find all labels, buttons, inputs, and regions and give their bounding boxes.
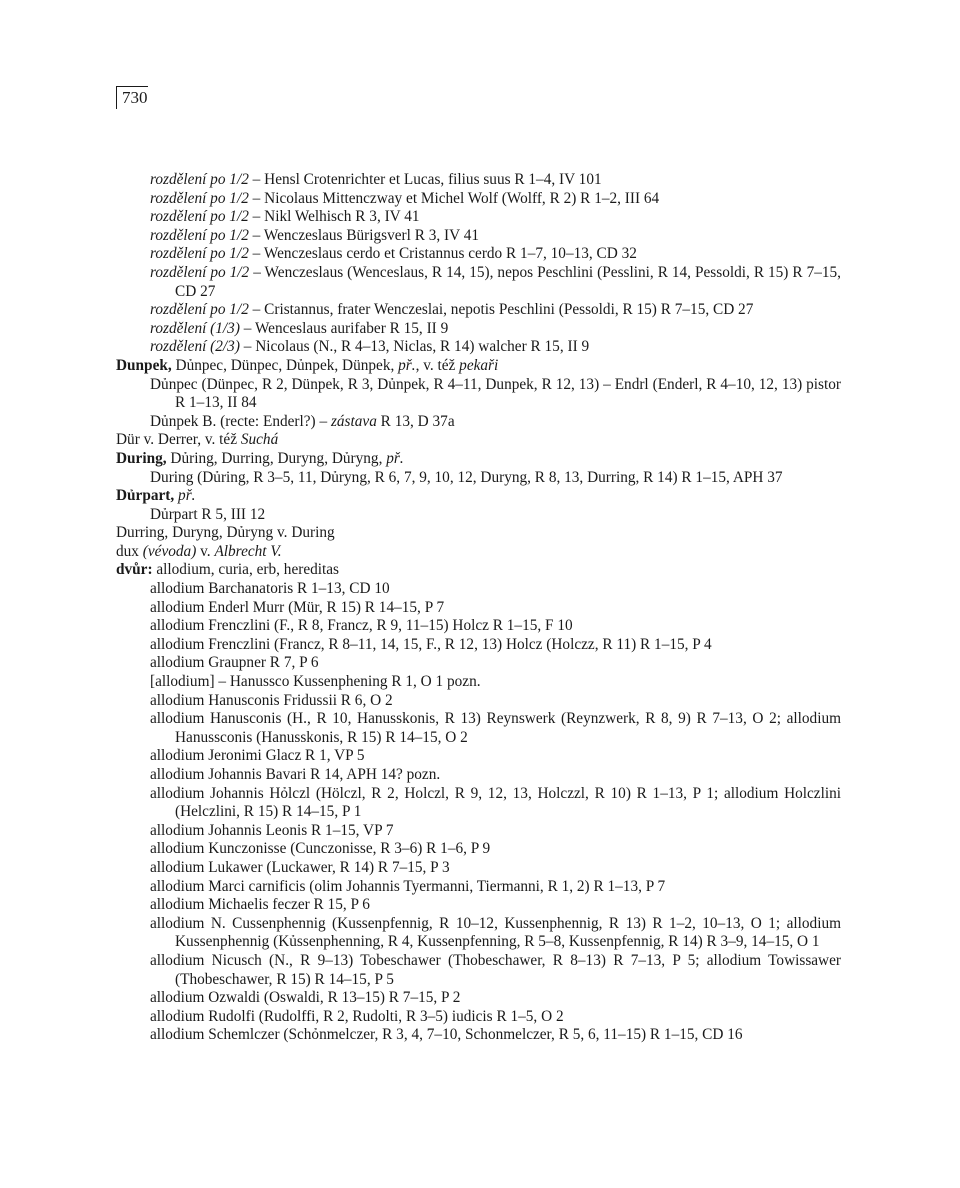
entry-text: allodium Rudolfi (Rudolffi, R 2, Rudolti, R 3–5) iudicis R 1–5, O 2 (150, 1007, 564, 1025)
entry-text: – Nicolaus (N., R 4–13, Niclas, R 14) walcher R 15, II 9 (239, 338, 590, 356)
index-entry-line (116, 840, 841, 859)
entry-text: – Wenceslaus aurifaber R 15, II 9 (239, 319, 449, 337)
entry-text: allodium Graupner R 7, P 6 (150, 654, 319, 672)
index-entry-line (116, 171, 841, 190)
entry-text: allodium Michaelis feczer R 15, P 6 (150, 896, 370, 914)
index-entry-line (116, 357, 841, 376)
entry-italic-text: př. (178, 487, 196, 505)
entry-text: [allodium] – Hanussco Kussenphening R 1, O 1 pozn. (150, 673, 481, 691)
entry-text: allodium Jeronimi Glacz R 1, VP 5 (150, 747, 365, 765)
index-entry-line (116, 1026, 841, 1045)
entry-italic-text: rozdělení po 1/2 (150, 189, 249, 207)
entry-italic-text: př. (386, 449, 404, 467)
entry-text: allodium Kunczonisse (Cunczonisse, R 3–6) R 1–6, P 9 (150, 840, 491, 858)
index-entry-line (116, 506, 841, 525)
entry-text: During (Dủring, R 3–5, 11, Dủryng, R 6, 7, 9, 10, 12, Duryng, R 8, 13, Durring, R 14) R 1–15, APH 37 (150, 468, 783, 486)
entry-text: – Wenczeslaus Bürigsverl R 3, IV 41 (248, 226, 480, 244)
entry-text: – Nikl Welhisch R 3, IV 41 (248, 208, 420, 226)
page-number: 730 (116, 86, 148, 109)
entry-headword: During, (116, 449, 167, 467)
index-entry-line (116, 301, 841, 320)
entry-italic-text: př. (398, 356, 416, 374)
entry-text: Dủnpec, Dünpec, Dủnpek, Dünpek, (171, 356, 399, 374)
entry-text: allodium Schemlczer (Schỏnmelczer, R 3, 4, 7–10, Schonmelczer, R 5, 6, 11–15) R 1–15, CD 16 (150, 1026, 743, 1044)
entry-text: allodium Nicusch (N., R 9–13) Tobeschawer (Thobeschawer, R 8–13) R 7–13, P 5; allodium Towissawer (Thobeschawer, R 15) R 14–15, P 5 (150, 951, 841, 988)
entry-italic-text: (vévoda) (142, 542, 197, 560)
index-entry-line (116, 692, 841, 711)
index-entry-line (116, 450, 841, 469)
entry-italic-text: rozdělení po 1/2 (150, 301, 249, 319)
index-entry-line (116, 599, 841, 618)
entry-text: Dủnpec (Dünpec, R 2, Dünpek, R 3, Dủnpek, R 4–11, Dunpek, R 12, 13) – Endrl (Enderl, R 4–10, 12, 13) pistor R 1–13, II 84 (150, 375, 841, 412)
index-entry-line (116, 859, 841, 878)
entry-text: Dủring, Durring, Duryng, Dủryng, (166, 449, 387, 467)
index-entry-line (116, 915, 841, 952)
index-entries (116, 171, 841, 1045)
entry-text: allodium Barchanatoris R 1–13, CD 10 (150, 580, 390, 598)
entry-text: Dủnpek B. (recte: Enderl?) – (150, 412, 331, 430)
index-entry-line (116, 208, 841, 227)
index-entry-line (116, 245, 841, 264)
entry-text: allodium Johannis Bavari R 14, APH 14? pozn. (150, 766, 441, 783)
entry-italic-text: rozdělení po 1/2 (150, 226, 249, 244)
entry-text: allodium Frenczlini (F., R 8, Francz, R 9, 11–15) Holcz R 1–15, F 10 (150, 617, 573, 635)
index-entry-line (116, 636, 841, 655)
index-entry-line (116, 431, 841, 450)
entry-italic-text: Suchá (240, 431, 279, 449)
index-entry-line (116, 1008, 841, 1027)
entry-text: allodium Marci carnificis (olim Johannis Tyermanni, Tiermanni, R 1, 2) R 1–13, P 7 (150, 877, 666, 895)
index-entry-line (116, 710, 841, 747)
entry-text: – Nicolaus Mittenczway et Michel Wolf (Wolff, R 2) R 1–2, III 64 (248, 189, 660, 207)
entry-text: allodium Johannis Leonis R 1–15, VP 7 (150, 821, 394, 839)
entry-text: Durring, Duryng, Dủryng v. During (116, 524, 335, 542)
index-entry-line (116, 227, 841, 246)
index-entry-line (116, 580, 841, 599)
index-entry-line (116, 320, 841, 339)
entry-text: allodium Enderl Murr (Mür, R 15) R 14–15, P 7 (150, 598, 445, 616)
entry-text: allodium Hanusconis Fridussii R 6, O 2 (150, 691, 393, 709)
entry-text: allodium Lukawer (Luckawer, R 14) R 7–15, P 3 (150, 858, 450, 876)
index-entry-line (116, 264, 841, 301)
index-entry-line (116, 617, 841, 636)
index-entry-line (116, 896, 841, 915)
entry-text: allodium N. Cussenphennig (Kussenpfennig, R 10–12, Kussenphennig, R 13) R 1–2, 10–13, O 1; allodium Kussenphennig (Kủssenphenning, R 4, Kussenpfenning, R 5–8, Kussenpfennig, R 14) R 3–9, 14–15, O 1 (150, 914, 841, 951)
entry-headword: Dủrpart, (116, 487, 175, 505)
entry-text: dux (116, 542, 143, 560)
index-entry-line (116, 878, 841, 897)
index-entry-line (116, 654, 841, 673)
entry-italic-text: rozdělení po 1/2 (150, 245, 249, 263)
entry-text: v. (196, 542, 215, 560)
index-entry-line (116, 989, 841, 1008)
entry-headword: Dunpek, (116, 356, 172, 374)
entry-text: allodium, curia, erb, hereditas (152, 561, 340, 579)
index-entry-line (116, 822, 841, 841)
entry-text: allodium Hanusconis (H., R 10, Hanusskonis, R 13) Reynswerk (Reynzwerk, R 8, 9) R 7–13, O 2; allodium Hanussconis (Hanusskonis, R 15) R 14–15, O 2 (150, 710, 841, 746)
entry-headword: dvůr: (116, 561, 153, 579)
entry-text: – Wenczeslaus (Wenceslaus, R 14, 15), nepos Peschlini (Pesslini, R 14, Pessoldi, R 15) R 7–15, CD 27 (175, 263, 841, 300)
entry-italic-text: rozdělení po 1/2 (150, 263, 250, 281)
index-entry-line (116, 561, 841, 580)
index-entry-line (116, 487, 841, 506)
entry-italic-text: rozdělení (1/3) (150, 319, 240, 337)
index-entry-line (116, 543, 841, 562)
index-entry-line (116, 747, 841, 766)
entry-text: R 13, D 37a (376, 412, 455, 430)
entry-text: Dủrpart R 5, III 12 (150, 505, 266, 523)
entry-text: – Cristannus, frater Wenczeslai, nepotis Peschlini (Pessoldi, R 15) R 7–15, CD 27 (248, 301, 754, 319)
entry-italic-text: rozdělení po 1/2 (150, 171, 249, 188)
entry-italic-text: zástava (330, 412, 377, 430)
index-entry-line (116, 785, 841, 822)
entry-italic-text: rozdělení po 1/2 (150, 208, 249, 226)
index-entry-line (116, 673, 841, 692)
index-entry-line (116, 338, 841, 357)
entry-text: allodium Johannis Hỏlczl (Hölczl, R 2, Holczl, R 9, 12, 13, Holczzl, R 10) R 1–13, P 1; allodium Holczlini (Helczlini, R 15) R 14–15, P 1 (150, 784, 841, 821)
index-entry-line (116, 413, 841, 432)
entry-italic-text: Albrecht V. (214, 542, 282, 560)
entry-italic-text: pekaři (459, 356, 499, 374)
entry-text: allodium Frenczlini (Francz, R 8–11, 14, 15, F., R 12, 13) Holcz (Holczz, R 11) R 1–15, P 4 (150, 635, 712, 653)
entry-text: allodium Ozwaldi (Oswaldi, R 13–15) R 7–15, P 2 (150, 989, 461, 1007)
index-entry-line (116, 766, 841, 785)
entry-text: – Wenczeslaus cerdo et Cristannus cerdo R 1–7, 10–13, CD 32 (248, 245, 637, 263)
index-entry-line (116, 190, 841, 209)
entry-text: , v. též (415, 356, 460, 374)
entry-text: – Hensl Crotenrichter et Lucas, filius suus R 1–4, IV 101 (248, 171, 602, 188)
index-entry-line (116, 376, 841, 413)
entry-text: Dür v. Derrer, v. též (116, 431, 241, 449)
entry-italic-text: rozdělení (2/3) (150, 338, 240, 356)
index-entry-line (116, 524, 841, 543)
index-entry-line (116, 952, 841, 989)
index-entry-line (116, 469, 841, 488)
